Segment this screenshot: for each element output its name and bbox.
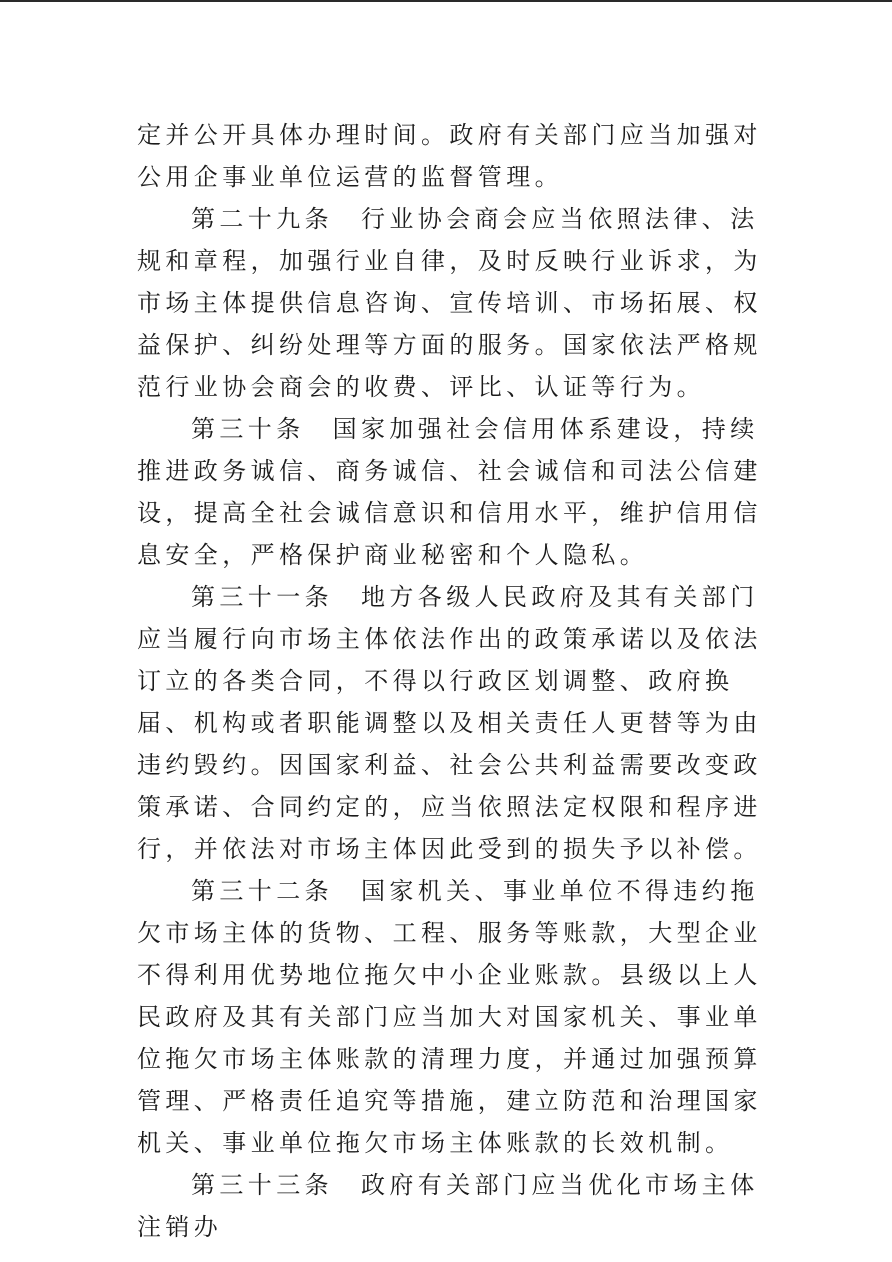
top-border-line bbox=[0, 0, 892, 2]
article-33-number: 第三十三条 bbox=[191, 1171, 333, 1199]
continuation-paragraph: 定并公开具体办理时间。政府有关部门应当加强对公用企事业单位运营的监督管理。 bbox=[137, 121, 762, 191]
article-32 bbox=[137, 870, 767, 1164]
article-30-text: 国家加强社会信用体系建设，持续推进政务诚信、商务诚信、社会诚信和司法公信建设，提高全社会诚信意识和信用水平，维护信用信息安全，严格保护商业秘密和个人隐私。 bbox=[137, 415, 762, 569]
article-31-text: 地方各级人民政府及其有关部门应当履行向市场主体依法作出的政策承诺以及依法订立的各类合同，不得以行政区划调整、政府换届、机构或者职能调整以及相关责任人更替等为由违约毁约。因国家利益、社会公共利益需要改变政策承诺、合同约定的，应当依照法定权限和程序进行，并依法对市场主体因此受到的损失予以补偿。 bbox=[137, 583, 762, 863]
article-29 bbox=[137, 198, 767, 408]
article-33-text: 政府有关部门应当优化市场主体注销办 bbox=[137, 1171, 759, 1241]
article-32-number: 第三十二条 bbox=[191, 877, 333, 905]
document-body bbox=[137, 114, 767, 1248]
article-31-number: 第三十一条 bbox=[191, 583, 333, 611]
article-29-text: 行业协会商会应当依照法律、法规和章程，加强行业自律，及时反映行业诉求，为市场主体提供信息咨询、宣传培训、市场拓展、权益保护、纠纷处理等方面的服务。国家依法严格规范行业协会商会的收费、评比、认证等行为。 bbox=[137, 205, 762, 401]
article-33 bbox=[137, 1164, 767, 1248]
article-32-text: 国家机关、事业单位不得违约拖欠市场主体的货物、工程、服务等账款，大型企业不得利用优势地位拖欠中小企业账款。县级以上人民政府及其有关部门应当加大对国家机关、事业单位拖欠市场主体账款的清理力度，并通过加强预算管理、严格责任追究等措施，建立防范和治理国家机关、事业单位拖欠市场主体账款的长效机制。 bbox=[137, 877, 762, 1157]
article-29-number: 第二十九条 bbox=[191, 205, 333, 233]
article-31 bbox=[137, 576, 767, 870]
article-30-number: 第三十条 bbox=[191, 415, 305, 443]
article-30 bbox=[137, 408, 767, 576]
